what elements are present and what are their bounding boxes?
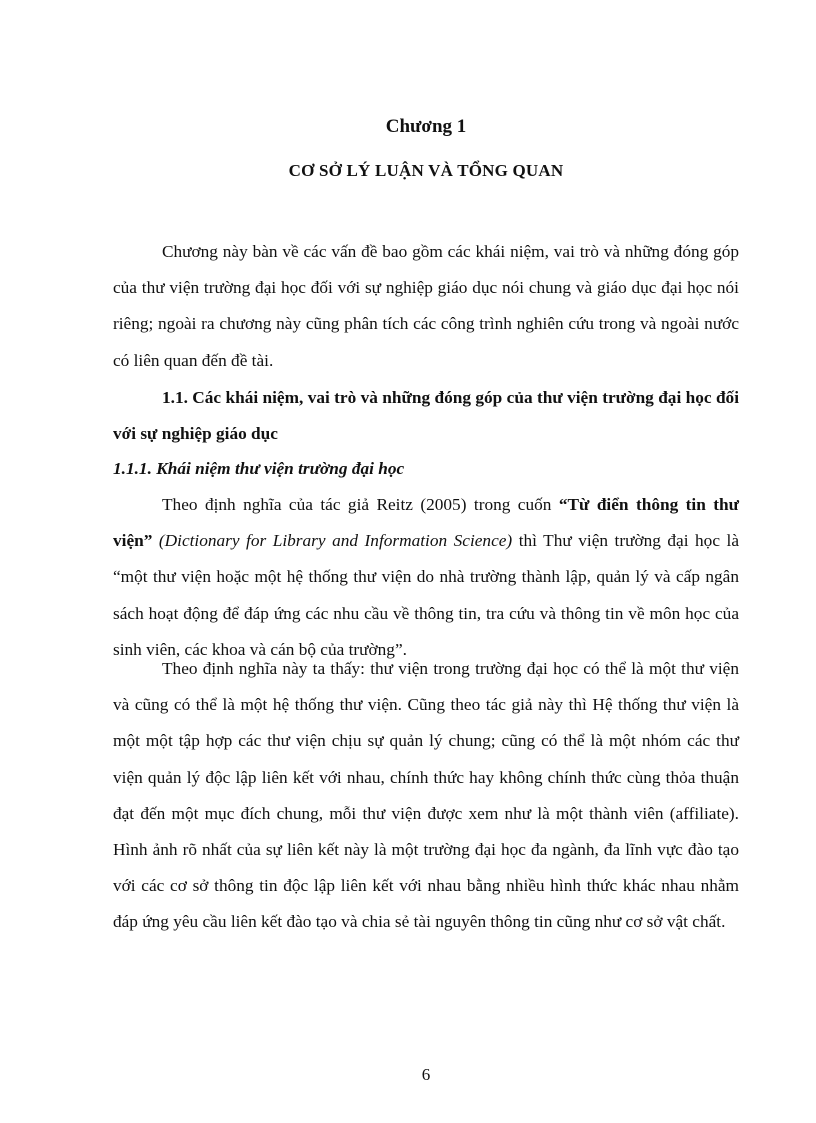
document-page bbox=[113, 0, 739, 1123]
system-paragraph: Theo định nghĩa này ta thấy: thư viện trong trường đại học có thể là một thư viện và cũng có thể là một hệ thống thư viện. Cũng theo tác giả này thì Hệ thống thư viện là một một tập hợp các thư viện chịu sự quản lý chung; cũng có thể là một nhóm các thư viện quản lý độc lập liên kết với nhau, chính thức hay không chính thức cùng thỏa thuận đạt đến một mục đích chung, mỗi thư viện được xem như là một thành viên (affiliate). Hình ảnh rõ nhất của sự liên kết này là một trường đại học đa ngành, đa lĩnh vực đào tạo với các cơ sở thông tin độc lập liên kết với nhau bằng nhiều hình thức khác nhau nhằm đáp ứng yêu cầu liên kết đào tạo và chia sẻ tài nguyên thông tin cũng như cơ sở vật chất. bbox=[113, 659, 739, 932]
section-heading-1-1: 1.1. Các khái niệm, vai trò và những đóng góp của thư viện trường đại học đối với sự nghiệp giáo dục bbox=[113, 388, 739, 443]
intro-paragraph: Chương này bàn về các vấn đề bao gồm các khái niệm, vai trò và những đóng góp của thư viện trường đại học đối với sự nghiệp giáo dục nói chung và giáo dục đại học nói riêng; ngoài ra chương này cũng phân tích các công trình nghiên cứu trong và ngoài nước có liên quan đến đề tài. bbox=[113, 242, 739, 370]
definition-paragraph bbox=[113, 487, 739, 668]
chapter-label: Chương 1 bbox=[385, 116, 467, 137]
section-heading-1-1-1: 1.1.1. Khái niệm thư viện trường đại học bbox=[113, 459, 405, 478]
chapter-title: CƠ SỞ LÝ LUẬN VÀ TỔNG QUAN bbox=[288, 161, 564, 180]
book-title-en: (Dictionary for Library and Information Science) bbox=[158, 531, 513, 551]
book-title-vi: “Từ điển thông tin thư viện” bbox=[113, 495, 739, 551]
definition-lead-text: Theo định nghĩa của tác giả Reitz (2005) trong cuốn bbox=[162, 495, 559, 514]
definition-rest-text: thì Thư viện trường đại học là “một thư viện hoặc một hệ thống thư viện do nhà trường thành lập, quản lý và cấp ngân sách hoạt động để đáp ứng các nhu cầu về thông tin, tra cứu và thông tin về môn học của sinh viên, các khoa và cán bộ của trường”. bbox=[113, 531, 739, 659]
page-number: 6 bbox=[421, 1065, 431, 1084]
